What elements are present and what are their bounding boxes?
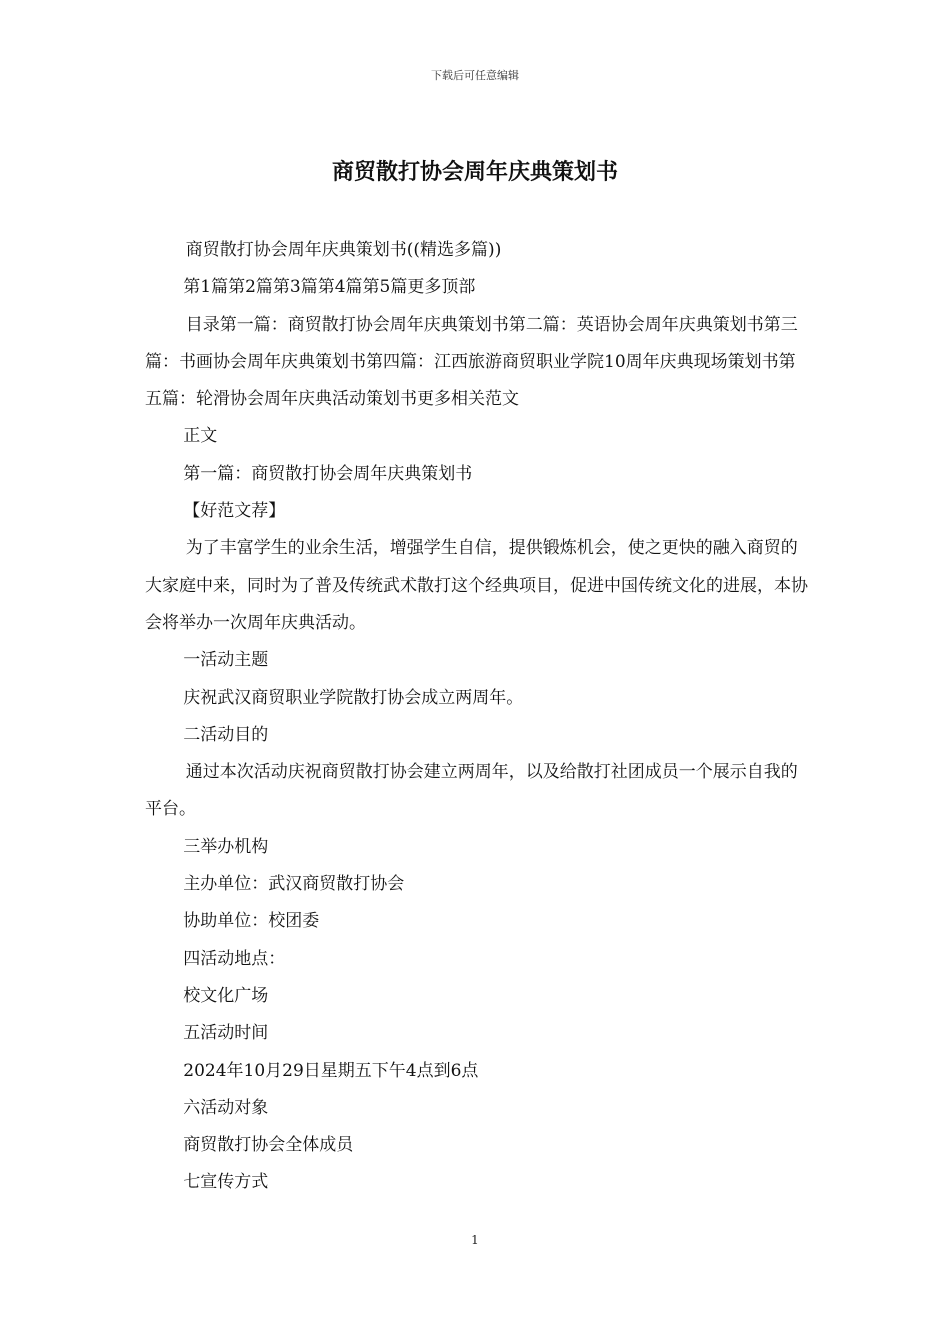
paragraph: 2024年10月29日星期五下午4点到6点 [183,1060,479,1081]
paragraph: 四活动地点： [183,948,286,969]
paragraph: 正文 [183,426,218,447]
paragraph: 一活动主题 [183,650,269,671]
paragraph: 二活动目的 [183,724,269,745]
paragraph: 庆祝武汉商贸职业学院散打协会成立两周年。 [183,687,524,708]
paragraph: 主办单位：武汉商贸散打协会 [183,874,405,895]
header-note: 下载后可任意编辑 [431,69,519,82]
paragraph: 三举办机构 [183,836,269,857]
paragraph: 校文化广场 [183,985,269,1006]
paragraph: 协助单位：校团委 [183,911,320,932]
paragraph: 【好范文荐】 [183,501,286,522]
document-body [145,232,810,1202]
paragraph: 第1篇第2篇第3篇第4篇第5篇更多顶部 [183,277,476,298]
paragraph: 六活动对象 [183,1097,269,1118]
paragraph: 通过本次活动庆祝商贸散打协会建立两周年，以及给散打社团成员一个展示自我的平台。 [145,762,798,820]
document-title: 商贸散打协会周年庆典策划书 [331,159,618,185]
paragraph: 为了丰富学生的业余生活，增强学生自信，提供锻炼机会，使之更快的融入商贸的大家庭中来，同时为了普及传统武术散打这个经典项目，促进中国传统文化的进展，本协会将举办一次周年庆典活动。 [145,538,808,633]
paragraph: 目录第一篇：商贸散打协会周年庆典策划书第二篇：英语协会周年庆典策划书第三篇：书画协会周年庆典策划书第四篇：江西旅游商贸职业学院10周年庆典现场策划书第五篇：轮滑协会周年庆典活动策划书更多相关范文 [145,314,798,410]
paragraph: 商贸散打协会全体成员 [183,1135,354,1156]
paragraph: 五活动时间 [183,1023,269,1044]
paragraph: 商贸散打协会周年庆典策划书((精选多篇)) [185,240,502,260]
paragraph: 第一篇：商贸散打协会周年庆典策划书 [183,463,473,484]
page-number: 1 [471,1233,479,1247]
paragraph: 七宣传方式 [183,1172,269,1193]
